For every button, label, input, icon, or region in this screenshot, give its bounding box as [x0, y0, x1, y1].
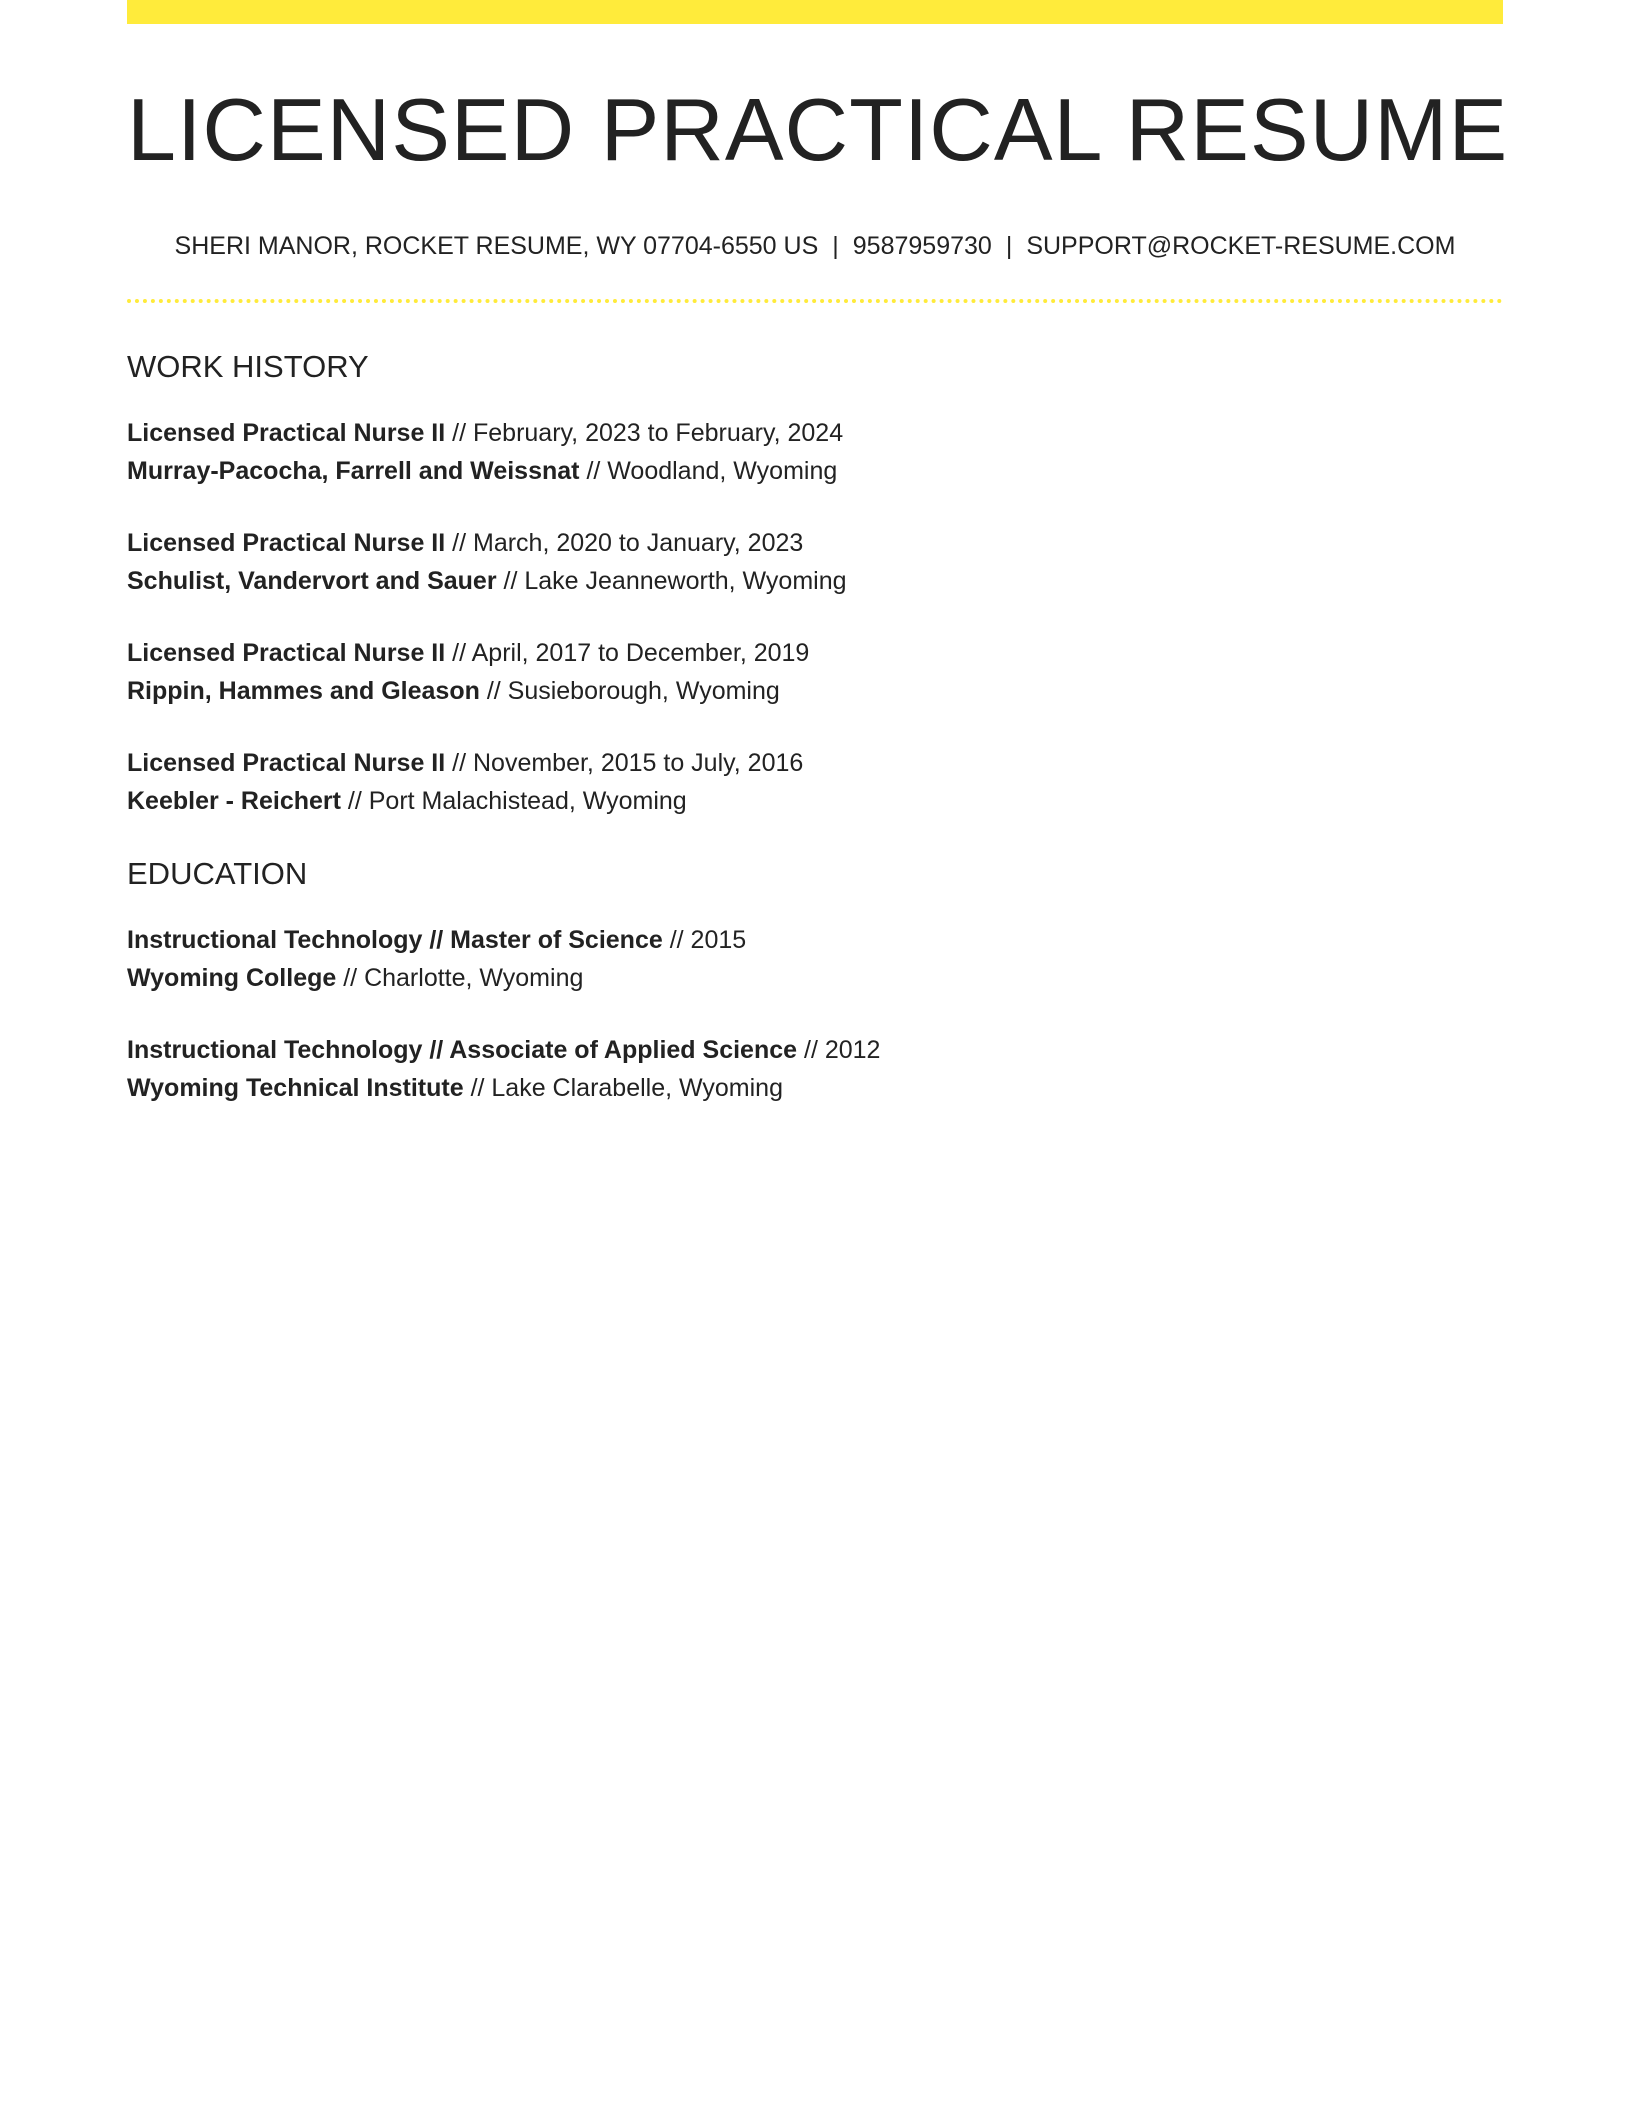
- work-location: // Susieborough, Wyoming: [486, 677, 780, 706]
- education-school: Wyoming Technical Institute: [127, 1074, 464, 1103]
- education-degree: Instructional Technology // Associate of Applied Science: [127, 1036, 798, 1065]
- resume-title: LICENSED PRACTICAL RESUME: [127, 80, 1509, 179]
- work-entry-title-line: [127, 744, 1503, 782]
- work-history-list: [127, 414, 1503, 820]
- education-heading: EDUCATION: [127, 856, 308, 892]
- work-entry-title-line: [127, 634, 1503, 672]
- education-school: Wyoming College: [127, 964, 337, 993]
- work-role: Licensed Practical Nurse II: [127, 749, 446, 778]
- contact-separator: |: [832, 232, 839, 261]
- work-history-heading: WORK HISTORY: [127, 349, 369, 385]
- work-employer: Murray-Pacocha, Farrell and Weissnat: [127, 457, 580, 486]
- education-degree-line: [127, 1031, 1503, 1069]
- contact-line: [127, 234, 1503, 259]
- work-location: // Port Malachistead, Wyoming: [347, 787, 687, 816]
- work-dates: // April, 2017 to December, 2019: [452, 639, 810, 668]
- education-degree: Instructional Technology // Master of Science: [127, 926, 663, 955]
- education-degree-line: [127, 921, 1503, 959]
- work-location: // Lake Jeanneworth, Wyoming: [503, 567, 847, 596]
- work-dates: // March, 2020 to January, 2023: [452, 529, 804, 558]
- contact-phone: 9587959730: [852, 232, 992, 261]
- work-entry-title-line: [127, 524, 1503, 562]
- work-entry: [127, 634, 1503, 710]
- contact-address: SHERI MANOR, ROCKET RESUME, WY 07704-6550 US: [174, 232, 819, 261]
- dotted-divider: [127, 299, 1503, 303]
- work-role: Licensed Practical Nurse II: [127, 529, 446, 558]
- education-school-line: [127, 1069, 1503, 1107]
- work-role: Licensed Practical Nurse II: [127, 419, 446, 448]
- work-entry-employer-line: [127, 672, 1503, 710]
- work-employer: Keebler - Reichert: [127, 787, 341, 816]
- education-school-line: [127, 959, 1503, 997]
- resume-page: [127, 0, 1509, 1107]
- accent-bar: [127, 0, 1503, 24]
- work-entry-employer-line: [127, 452, 1503, 490]
- education-entry: [127, 1031, 1503, 1107]
- education-year: // 2015: [669, 926, 747, 955]
- education-list: [127, 921, 1503, 1107]
- work-dates: // February, 2023 to February, 2024: [452, 419, 844, 448]
- work-role: Licensed Practical Nurse II: [127, 639, 446, 668]
- education-year: // 2012: [804, 1036, 881, 1065]
- contact-separator: |: [1005, 232, 1013, 261]
- work-entry-employer-line: [127, 782, 1503, 820]
- work-entry: [127, 524, 1503, 600]
- work-location: // Woodland, Wyoming: [586, 457, 838, 486]
- work-employer: Rippin, Hammes and Gleason: [127, 677, 480, 706]
- education-location: // Lake Clarabelle, Wyoming: [470, 1074, 783, 1103]
- work-entry-title-line: [127, 414, 1503, 452]
- education-location: // Charlotte, Wyoming: [343, 964, 584, 993]
- work-employer: Schulist, Vandervort and Sauer: [127, 567, 497, 596]
- work-entry-employer-line: [127, 562, 1503, 600]
- work-dates: // November, 2015 to July, 2016: [452, 749, 804, 778]
- education-entry: [127, 921, 1503, 997]
- work-entry: [127, 744, 1503, 820]
- contact-email: SUPPORT@ROCKET-RESUME.COM: [1026, 232, 1456, 261]
- work-entry: [127, 414, 1503, 490]
